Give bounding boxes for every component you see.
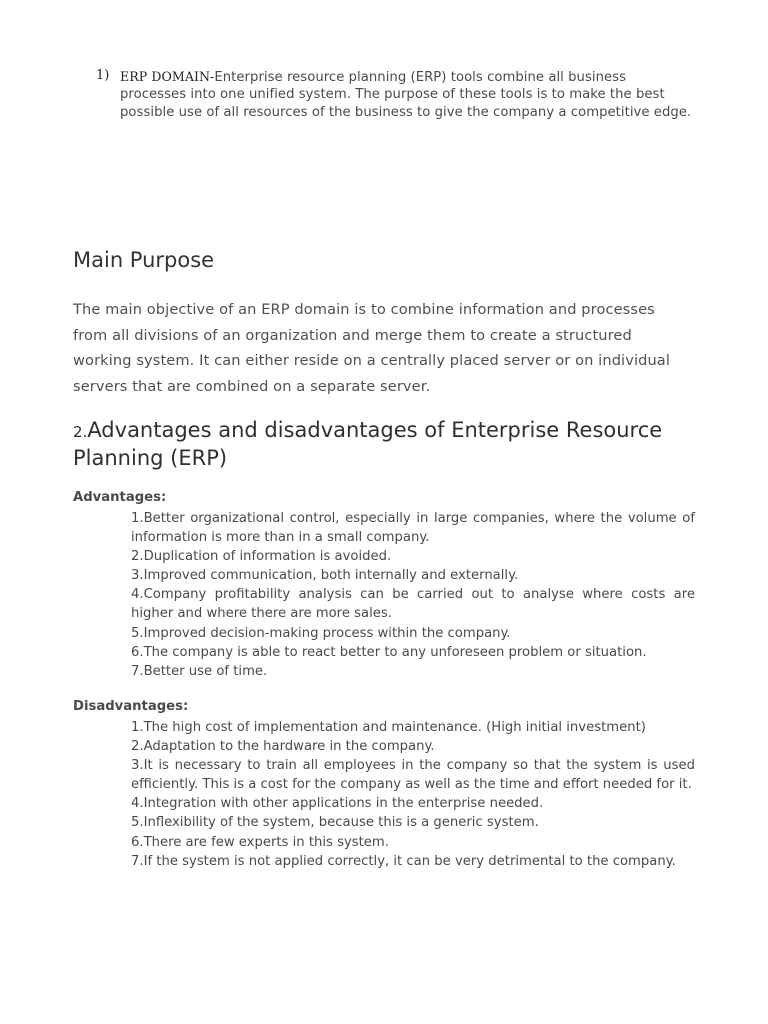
erp-domain-text: [120, 68, 694, 121]
list-item: 5.Improved decision-making process within the company.: [131, 625, 511, 641]
list-item: 1.Better organizational control, especially in large companies, where the volume of information is more than in a small company.: [131, 511, 695, 546]
list-item: 3.Improved communication, both internally and externally.: [131, 568, 519, 584]
list-item: 4.Integration with other applications in the enterprise needed.: [131, 796, 544, 812]
advantages-label: Advantages:: [73, 490, 167, 505]
disadvantages-label: Disadvantages:: [73, 699, 189, 714]
disadvantages-list: [131, 718, 695, 871]
list-item: 1.The high cost of implementation and maintenance. (High initial investment): [131, 720, 646, 735]
list-number: 1): [96, 68, 110, 83]
erp-domain-description: Enterprise resource planning (ERP) tools combine all business processes into one unified system. The purpose of these tools is to make the best possible use of all resources of the business to give the company a competitive edge.: [120, 70, 692, 120]
main-purpose-paragraph: The main objective of an ERP domain is to combine information and processes from all divisions of an organization and merge them to create a structured working system. It can either reside on a centrally placed server or on individual servers that are combined on a separate server.: [73, 301, 671, 395]
erp-domain-term: ERP DOMAIN-: [120, 69, 215, 84]
list-item: 6.The company is able to react better to any unforeseen problem or situation.: [131, 644, 647, 660]
list-item: 2.Duplication of information is avoided.: [131, 549, 392, 565]
main-purpose-heading: Main Purpose: [73, 248, 215, 272]
section-number: 2.: [73, 423, 88, 441]
list-item: 6.There are few experts in this system.: [131, 834, 389, 850]
list-item: 5.Inflexibility of the system, because this is a generic system.: [131, 815, 539, 831]
list-item: 7.If the system is not applied correctly, it can be very detrimental to the company.: [131, 853, 676, 869]
list-item: 3.It is necessary to train all employees in the company so that the system is used efficiently. This is a cost for the company as well as the time and effort needed for it.: [131, 758, 695, 793]
advantages-heading-text: Advantages and disadvantages of Enterprise Resource Planning (ERP): [73, 418, 663, 470]
list-item: 2.Adaptation to the hardware in the company.: [131, 739, 435, 755]
advantages-list: [131, 509, 695, 681]
advantages-heading: [73, 418, 713, 471]
list-item: 7.Better use of time.: [131, 663, 268, 679]
list-item: 4.Company profitability analysis can be carried out to analyse where costs are higher and where there are more sales.: [131, 587, 695, 622]
